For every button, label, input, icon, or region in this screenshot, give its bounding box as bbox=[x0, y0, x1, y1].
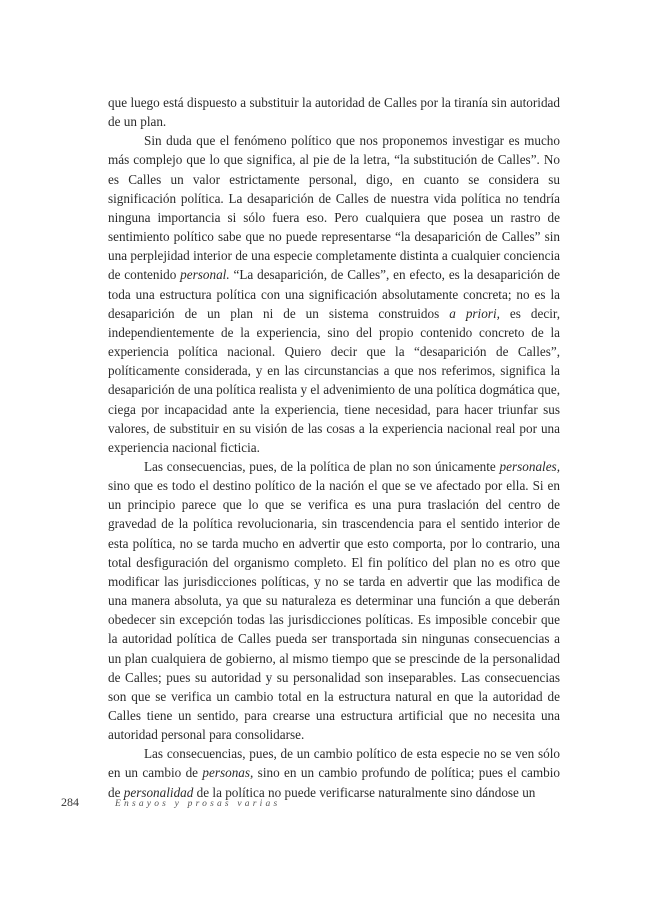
paragraph-2: Sin duda que el fenómeno político que nos proponemos investigar es mucho más complejo que lo que significa, al pie de la letra, “la substitución de Calles”. No es Calles un valor estrictamente personal, digo, en cuanto se considera su significación política. La desaparición de Calles de nuestra vida política no tendría ninguna importancia si sólo fuera eso. Pero cualquiera que posea un rastro de sentimiento político sabe que no puede representarse “la desaparición de Calles” sin una perplejidad interior de una especie completamente distinta a cualquier conciencia de contenido personal. “La desaparición, de Calles”, en efecto, es la desaparición de toda una estructura política con una significación absolutamente concreta; no es la desaparición de un plan ni de un sistema construidos a priori, es decir, independientemente de la experiencia, sino del propio contenido concreto de la experiencia política nacional. Quiero decir que la “desaparición de Calles”, políticamente considerada, y en las circunstancias a que nos referimos, significa la desaparición de una política realista y el advenimiento de una política dogmática que, ciega por incapacidad ante la experiencia, tiene necesidad, para hacer triunfar sus valores, de substituir en su visión de las cosas a la experiencia nacional real por una experiencia nacional ficticia. bbox=[108, 133, 561, 455]
running-title: Ensayos y prosas varias bbox=[115, 799, 281, 809]
paragraph-4: Las consecuencias, pues, de un cambio político de esta especie no se ven sólo en un cambio de personas, sino en un cambio profundo de política; pues el cambio de personalidad de la política no puede verificarse naturalmente sino dándose un bbox=[108, 746, 560, 800]
paragraph-1: que luego está dispuesto a substituir la autoridad de Calles por la tiranía sin autoridad de un plan. bbox=[108, 95, 560, 130]
page-footer bbox=[61, 795, 280, 810]
paragraph-3: Las consecuencias, pues, de la política de plan no son únicamente personales, sino que es todo el destino político de la nación el que se ve afectado por ella. Si en un principio parece que lo que se verifica es una pura traslación del centro de gravedad de la política revolucionaria, sin trascendencia para el sentido interior de esta política, no se tarda mucho en advertir que esto comporta, por lo contrario, una total desfiguración del organismo completo. El fin político del plan no es otro que modificar las jurisdicciones políticas, y no se tarda en advertir que las modifica de una manera absoluta, ya que su naturaleza es determinar una función a que deberán obedecer sin excepción todas las jurisdicciones políticas. Es imposible concebir que la autoridad política de Calles pueda ser transportada sin ningunas consecuencias a un plan cualquiera de gobierno, al mismo tiempo que se prescinde de la personalidad de Calles; pues su autoridad y su personalidad son inseparables. Las consecuencias son que se verifica un cambio total en la estructura natural en que la autoridad de Calles tiene un sentido, para crearse una estructura artificial que no necesita una autoridad personal para consolidarse. bbox=[108, 458, 560, 743]
body-text bbox=[108, 93, 560, 802]
page-number: 284 bbox=[61, 795, 79, 809]
page-body bbox=[108, 93, 560, 802]
